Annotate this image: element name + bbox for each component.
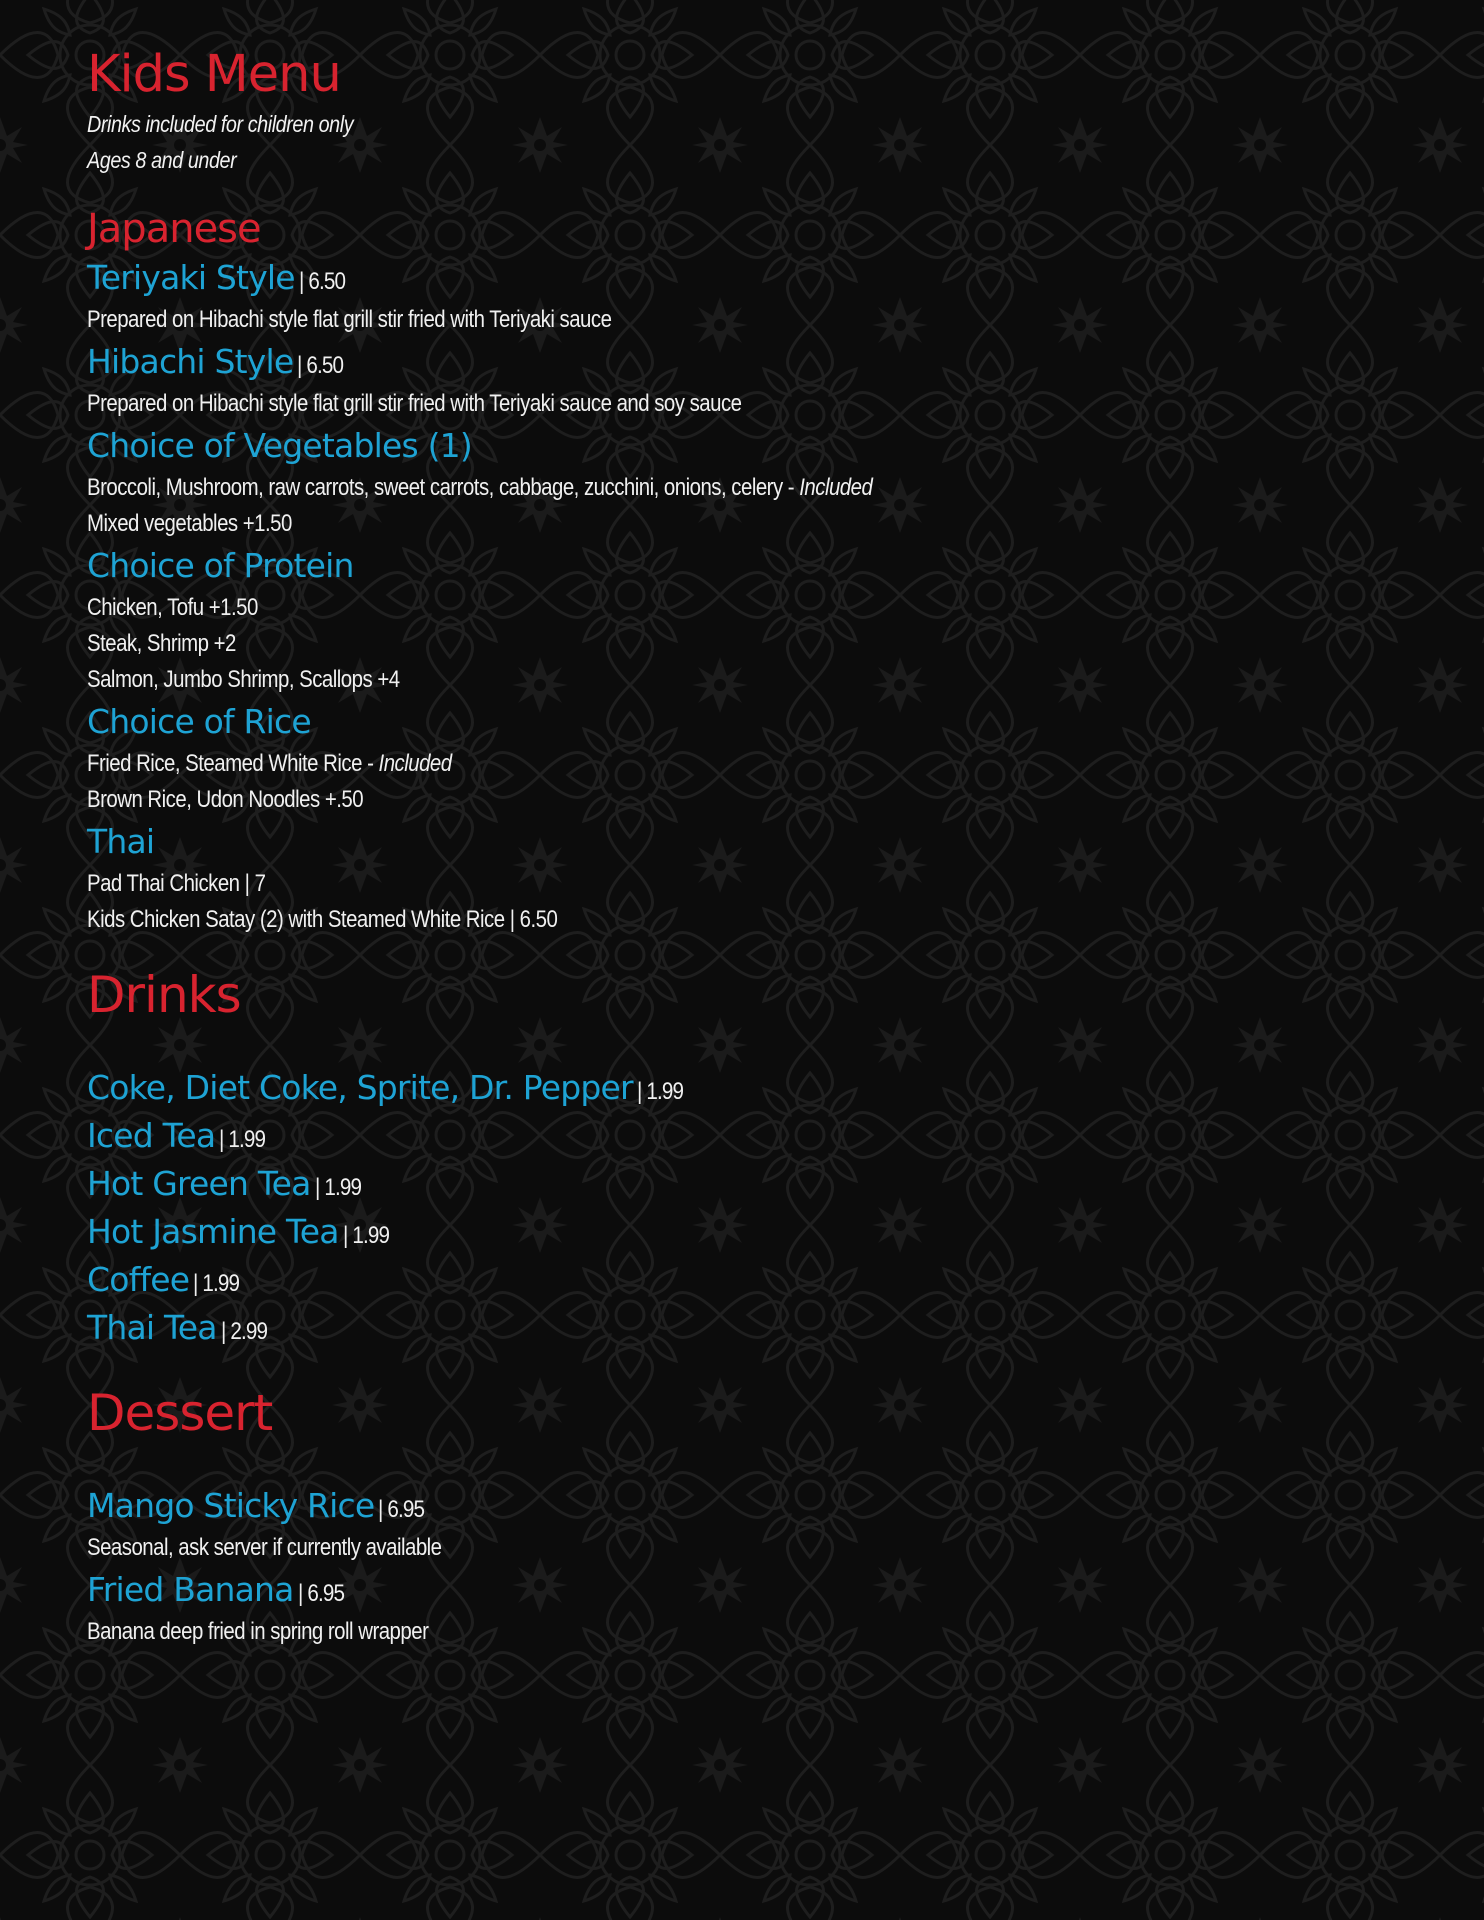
pattern-flower	[1440, 1765, 1484, 1920]
teriyaki-desc: Prepared on Hibachi style flat grill stir fried with Teriyaki sauce	[87, 306, 612, 333]
teriyaki-item	[87, 254, 1387, 302]
banana-item	[87, 1566, 1387, 1614]
pattern-star	[872, 1737, 928, 1793]
drink-item	[87, 1304, 1387, 1352]
drink-name: Coffee	[87, 1260, 190, 1299]
thai-item	[87, 818, 1387, 866]
drink-price: | 2.99	[220, 1318, 267, 1345]
pattern-flower	[1440, 0, 1484, 145]
pattern-star	[512, 1737, 568, 1793]
pattern-star	[1412, 1737, 1468, 1793]
pattern-star	[0, 477, 28, 533]
kids-menu-title: Kids Menu	[87, 45, 341, 104]
pattern-flower	[720, 1765, 900, 1920]
protein-line-1: Chicken, Tofu +1.50	[87, 594, 258, 621]
pattern-flower	[1440, 505, 1484, 685]
vegetables-item	[87, 422, 1387, 470]
pattern-flower	[1440, 1045, 1484, 1225]
rice-name: Choice of Rice	[87, 702, 311, 741]
protein-line-2: Steak, Shrimp +2	[87, 630, 236, 657]
pattern-star	[0, 1377, 28, 1433]
banana-price: | 6.95	[297, 1580, 344, 1607]
mango-item	[87, 1482, 1387, 1530]
pattern-star	[0, 1737, 28, 1793]
kids-menu	[87, 44, 1387, 1650]
pattern-flower	[360, 1765, 540, 1920]
hibachi-item	[87, 338, 1387, 386]
rice-included: Included	[378, 750, 452, 777]
teriyaki-name: Teriyaki Style	[87, 258, 295, 297]
pattern-star	[332, 1737, 388, 1793]
pattern-star	[1412, 297, 1468, 353]
dessert-heading: Dessert	[87, 1384, 273, 1442]
pattern-flower	[1440, 1405, 1484, 1585]
pattern-flower	[180, 1765, 360, 1920]
vegetables-included: Included	[799, 474, 873, 501]
pattern-star	[0, 1017, 28, 1073]
drink-name: Hot Jasmine Tea	[87, 1212, 339, 1251]
rice-line-2: Brown Rice, Udon Noodles +.50	[87, 786, 364, 813]
drink-name: Iced Tea	[87, 1116, 216, 1155]
pattern-star	[0, 657, 28, 713]
drink-price: | 1.99	[314, 1174, 361, 1201]
drink-item	[87, 1112, 1387, 1160]
pattern-flower	[900, 1765, 1080, 1920]
pattern-star	[1412, 117, 1468, 173]
drink-name: Hot Green Tea	[87, 1164, 311, 1203]
banana-name: Fried Banana	[87, 1570, 294, 1609]
drink-name: Thai Tea	[87, 1308, 217, 1347]
thai-line-1: Pad Thai Chicken | 7	[87, 870, 266, 897]
rice-list: Fried Rice, Steamed White Rice -	[87, 750, 379, 777]
pattern-star	[152, 1737, 208, 1793]
pattern-star	[0, 837, 28, 893]
pattern-star	[1412, 477, 1468, 533]
rice-line-1	[87, 746, 1192, 782]
pattern-flower	[1080, 1765, 1260, 1920]
pattern-flower	[1260, 1765, 1440, 1920]
pattern-flower	[0, 1765, 180, 1920]
pattern-flower	[1440, 145, 1484, 325]
drink-item	[87, 1160, 1387, 1208]
hibachi-desc: Prepared on Hibachi style flat grill stir fried with Teriyaki sauce and soy sauce	[87, 390, 742, 417]
pattern-star	[1412, 1017, 1468, 1073]
drink-price: | 1.99	[219, 1126, 266, 1153]
pattern-star	[1412, 837, 1468, 893]
rice-item	[87, 698, 1387, 746]
pattern-star	[0, 1197, 28, 1253]
banana-desc: Banana deep fried in spring roll wrapper	[87, 1618, 429, 1645]
mango-name: Mango Sticky Rice	[87, 1486, 375, 1525]
mango-desc: Seasonal, ask server if currently available	[87, 1534, 442, 1561]
pattern-flower	[1440, 685, 1484, 865]
vegetables-line-2: Mixed vegetables +1.50	[87, 510, 292, 537]
pattern-star	[692, 1737, 748, 1793]
mango-price: | 6.95	[378, 1496, 425, 1523]
pattern-flower	[1440, 865, 1484, 1045]
drink-price: | 1.99	[636, 1078, 683, 1105]
protein-name: Choice of Protein	[87, 546, 354, 585]
hibachi-name: Hibachi Style	[87, 342, 294, 381]
vegetables-line-1	[87, 470, 1192, 506]
pattern-star	[1052, 1737, 1108, 1793]
pattern-flower	[540, 1765, 720, 1920]
vegetables-name: Choice of Vegetables (1)	[87, 426, 472, 465]
vegetables-list: Broccoli, Mushroom, raw carrots, sweet carrots, cabbage, zucchini, onions, celery -	[87, 474, 800, 501]
pattern-star	[1412, 1557, 1468, 1613]
protein-line-3: Salmon, Jumbo Shrimp, Scallops +4	[87, 666, 400, 693]
pattern-star	[0, 297, 28, 353]
pattern-star	[1412, 657, 1468, 713]
thai-name: Thai	[87, 822, 155, 861]
pattern-flower	[1440, 325, 1484, 505]
drink-item	[87, 1064, 1387, 1112]
pattern-star	[0, 117, 28, 173]
hibachi-price: | 6.50	[297, 352, 344, 379]
teriyaki-price: | 6.50	[298, 268, 345, 295]
pattern-flower	[1440, 1585, 1484, 1765]
drink-item	[87, 1208, 1387, 1256]
pattern-star	[0, 1557, 28, 1613]
pattern-star	[1412, 1197, 1468, 1253]
drink-price: | 1.99	[342, 1222, 389, 1249]
drink-name: Coke, Diet Coke, Sprite, Dr. Pepper	[87, 1068, 633, 1107]
kids-note-ages: Ages 8 and under	[87, 147, 237, 173]
drink-price: | 1.99	[193, 1270, 240, 1297]
protein-item	[87, 542, 1387, 590]
japanese-heading: Japanese	[87, 206, 261, 252]
pattern-flower	[1440, 1225, 1484, 1405]
pattern-star	[1232, 1737, 1288, 1793]
drinks-heading: Drinks	[87, 966, 241, 1024]
thai-line-2: Kids Chicken Satay (2) with Steamed White Rice | 6.50	[87, 906, 558, 933]
pattern-star	[1412, 1377, 1468, 1433]
drink-item	[87, 1256, 1387, 1304]
kids-note-drinks: Drinks included for children only	[87, 111, 354, 137]
